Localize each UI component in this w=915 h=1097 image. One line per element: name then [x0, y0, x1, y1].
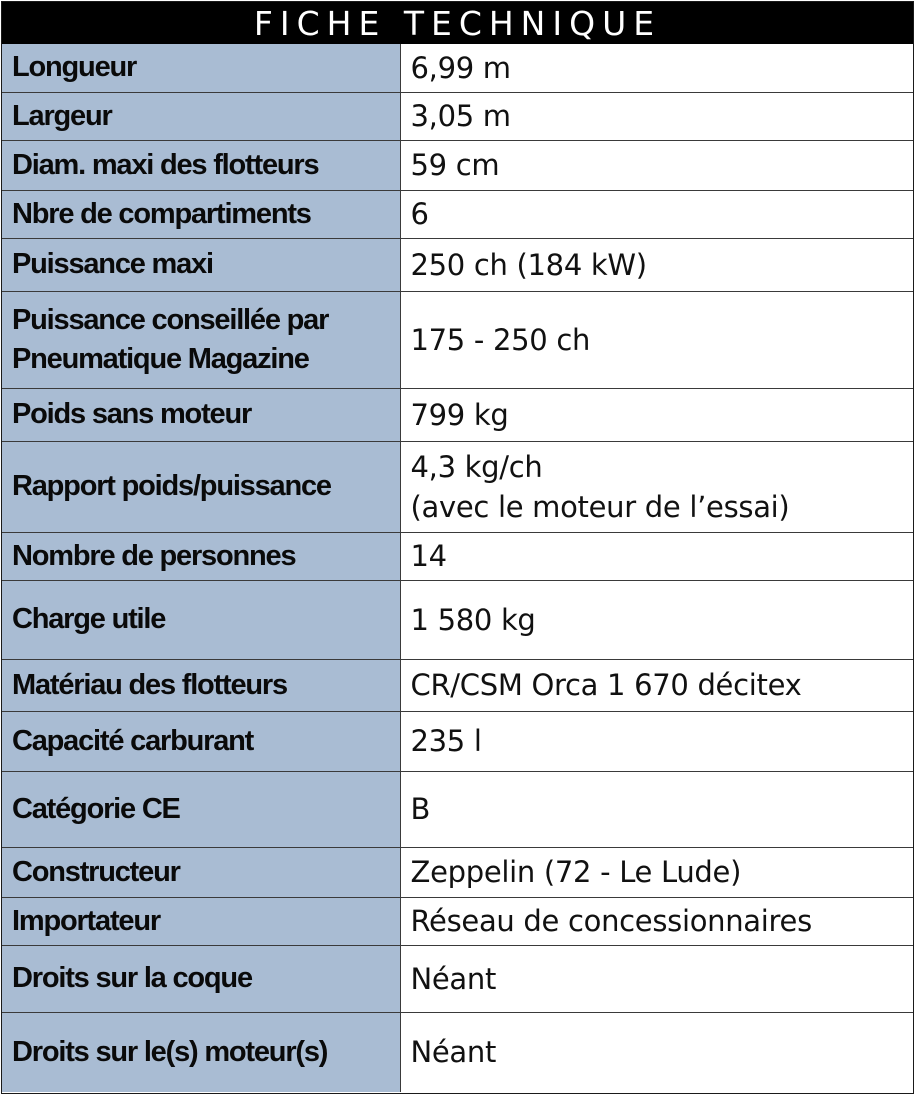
row-label: Rapport poids/puissance — [2, 441, 400, 532]
row-value: 3,05 m — [400, 92, 913, 140]
row-value: 6 — [400, 190, 913, 238]
row-label: Capacité carburant — [2, 711, 400, 771]
row-value: 235 l — [400, 711, 913, 771]
row-label: Poids sans moteur — [2, 388, 400, 441]
row-value: 175 - 250 ch — [400, 291, 913, 388]
table-row — [2, 291, 913, 388]
table-row — [2, 897, 913, 945]
table-row — [2, 44, 913, 92]
row-label: Largeur — [2, 92, 400, 140]
row-label: Puissance maxi — [2, 238, 400, 291]
table-row — [2, 945, 913, 1012]
sheet-title: FICHE TECHNIQUE — [2, 2, 913, 44]
row-value: 14 — [400, 532, 913, 580]
spec-table — [2, 44, 913, 1092]
table-row — [2, 532, 913, 580]
row-label: Charge utile — [2, 580, 400, 659]
row-label: Constructeur — [2, 847, 400, 897]
row-value: Néant — [400, 1012, 913, 1092]
row-value: CR/CSM Orca 1 670 décitex — [400, 659, 913, 711]
row-value: 4,3 kg/ch (avec le moteur de l’essai) — [400, 441, 913, 532]
row-value: 799 kg — [400, 388, 913, 441]
table-row — [2, 190, 913, 238]
table-row — [2, 388, 913, 441]
row-label: Diam. maxi des flotteurs — [2, 140, 400, 190]
table-row — [2, 847, 913, 897]
row-label: Importateur — [2, 897, 400, 945]
row-label: Longueur — [2, 44, 400, 92]
row-label: Puissance conseillée par Pneumatique Magazine — [2, 291, 400, 388]
row-value: Néant — [400, 945, 913, 1012]
row-value: 250 ch (184 kW) — [400, 238, 913, 291]
table-row — [2, 659, 913, 711]
row-label: Droits sur le(s) moteur(s) — [2, 1012, 400, 1092]
table-row — [2, 92, 913, 140]
row-value: Réseau de concessionnaires — [400, 897, 913, 945]
table-row — [2, 1012, 913, 1092]
table-row — [2, 711, 913, 771]
row-value: 1 580 kg — [400, 580, 913, 659]
table-row — [2, 441, 913, 532]
row-label: Catégorie CE — [2, 771, 400, 847]
table-row — [2, 140, 913, 190]
table-row — [2, 580, 913, 659]
table-row — [2, 238, 913, 291]
row-value: 6,99 m — [400, 44, 913, 92]
row-value: B — [400, 771, 913, 847]
row-label: Nbre de compartiments — [2, 190, 400, 238]
table-row — [2, 771, 913, 847]
row-label: Droits sur la coque — [2, 945, 400, 1012]
row-label: Matériau des flotteurs — [2, 659, 400, 711]
row-value: Zeppelin (72 - Le Lude) — [400, 847, 913, 897]
spec-sheet — [1, 1, 914, 1094]
row-value: 59 cm — [400, 140, 913, 190]
row-label: Nombre de personnes — [2, 532, 400, 580]
